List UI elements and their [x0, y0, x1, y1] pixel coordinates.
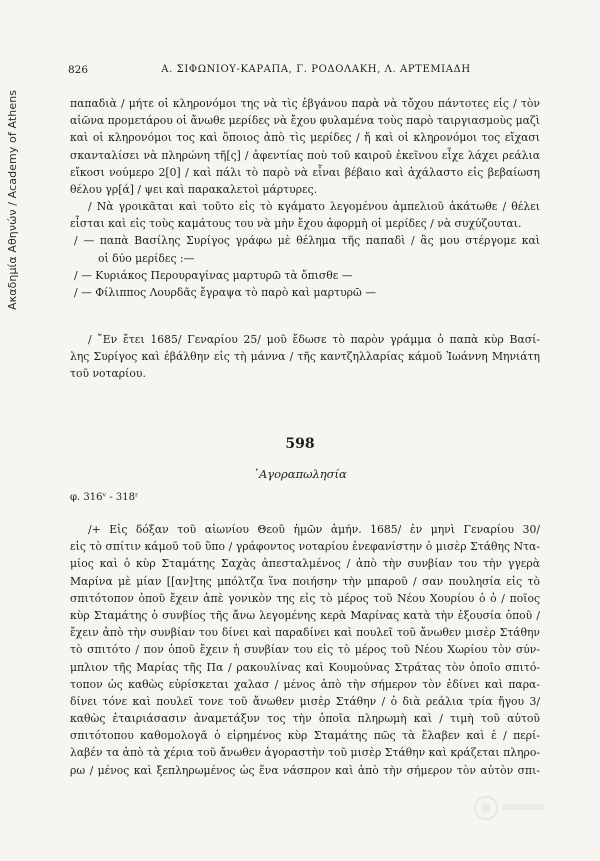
text-line: καθὼς ἐταιριάσασιν ἀναμετάξυν τος τὴν ὁποῖα πληρωμὴ καὶ / τιμὴ τοῦ αὐτοῦ [70, 712, 540, 726]
text-line: / ῎Εν ἔτει 1685/ Γεναρίου 25/ μοῦ ἔδωσε τὸ παρὸν γράμμα ὁ παπὰ κὺρ Βασί- [88, 333, 540, 346]
document-body [70, 521, 540, 779]
sidebar-watermark: Ακαδημία Αθηνών / Academy of Athens [6, 89, 19, 310]
running-title: Α. ΣΙΦΩΝΙΟΥ-ΚΑΡΑΠΑ, Γ. ΡΟΔΟΛΑΚΗ, Λ. ΑΡΤΕΜΙΑΔΗ [161, 64, 471, 75]
text-line: σπιτότοπου καθομολογᾶ ὁ εἰρημένος κὺρ Σταμάτης πῶς τὰ ἔλαβεν καὶ ἐ / περί- [70, 729, 540, 743]
text-line: μίος καὶ ὁ κὺρ Σταμάτης Σαχὰς ἀπεσταλμένος / ἀπὸ τὴν συνβίαν του τὴν γγερὰ [70, 557, 540, 571]
text-line: σπιτότοπον ὁποῦ ἔχειν ἀπὲ γονικὸν της εἰς τὸ μέρος τοῦ Νέου Χουρίου ὁ ὁ / ποῖος [70, 591, 540, 605]
text-line: θέλου γρ[ά] / ψει καὶ παρακαλετοὶ μάρτυρες. [70, 182, 318, 196]
text-line: αἰῶνα προμετάρου οἱ ἄνωθε μερίδες νὰ ἔχου φυλαμένα τοὺς παρὸ ταιργιασμοὺς μαζὶ [70, 114, 540, 128]
text-line: ρω / μένος καὶ ξεπληρωμένος ὡς ἕνα νάσπρον καὶ ἀπὸ τὴν σήμερον τὸν αὐτὸν σπι- [70, 763, 540, 777]
text-line: / Νὰ γροικᾶται καὶ τοῦτο εἰς τὸ κγάματο λεγομένου ἀμπελιοῦ ἀκάτωθε / θέλει [88, 200, 540, 213]
academy-watermark-icon [470, 788, 550, 828]
text-line: εἰς τὸ σπίτιν κάμοῦ τοῦ ὕπο / γράφοντος νοταρίου ἐνεφανίστην ὁ μισὲρ Στάθης Ντα- [70, 540, 540, 554]
text-line: εἶσται καὶ εἰς τοὺς καμάτους του νὰ μὴν ἔχου ἀφορμὴ οἱ μερίδες / νὰ συχύζουται. [70, 217, 522, 231]
folio-reference: φ. 316ᵛ - 318ʳ [70, 492, 139, 503]
prev-doc-paragraph [70, 95, 540, 198]
text-line: τοπον ὡς καθὼς εὑρίσκεται χαλασ / μένος ἀπὸ τὴν σήμερον τὸν ἐδίνει καὶ παρα- [70, 677, 540, 691]
running-header [68, 64, 534, 80]
text-line: παπαδιὰ / μήτε οἱ κληρονόμοι της νὰ τὶς ἐβγάνου παρὰ νὰ τὄχου πάντοτες εἰς / τὸν [70, 97, 540, 110]
text-line: οἱ δύο μερίδες :— [98, 251, 195, 265]
text-line: τοῦ νοταρίου. [70, 367, 146, 381]
text-line: λαβέν τα ἀπὸ τὰ χέρια τοῦ ἄνωθεν ἀγοραστὴν τοῦ μισὲρ Στάθην καὶ κράζεται πληρο- [70, 746, 540, 760]
text-line: καὶ οἱ κληρονόμοι τος καὶ ὅποιος ἀπὸ τὶς μερίδες / ἤ καὶ οἱ κληρονόμοι τος εἴχασι [70, 131, 540, 145]
text-line: / — Κυριάκος Περουραγίνας μαρτυρῶ τὰ ὄπισθε — [74, 268, 353, 282]
text-line: δίνει τόνε καὶ πουλεῖ τονε τοῦ ἄνωθεν μισὲρ Στάθην / ὁ διὰ ρεάλια τρία ἤγου 3/ [70, 694, 540, 708]
prev-doc-notes [70, 198, 540, 301]
text-line: Μαρίνα μὲ μίαν [[αν]της μπόλτζα ἵνα ποιήσην τὴν μπαροῦ / σαν πουλησία εἰς τὸ [70, 574, 540, 588]
document-title: ᾽Αγοραπωλησία [253, 467, 347, 481]
text-line: εἴκοσι νούμερο 2[0] / καὶ πάλι τὸ παρὸ νὰ εἶναι βέβαιο καὶ ἀχάλαστο εἰς βεβαίωση [70, 165, 540, 179]
text-line: σκανταλίσει νὰ πληρώνη τῆ[ς] / ἀφεντίας ποὺ τοῦ καιροῦ ἐκεῖνου εἶχε λάχει ρεάλια [70, 148, 540, 162]
text-line: ἔχειν ἀπὸ τὴν συνβίαν του δίνει καὶ παραδίνει καὶ πουλεῖ τοῦ ἄνωθεν μισὲρ Στάθην [70, 626, 540, 640]
text-line: / — παπὰ Βασίλης Συρίγος γράφω μὲ θέλημα τῆς παπαδὶ / ἂς μου στέργομε καὶ [74, 234, 540, 248]
text-line: μπλιον τῆς Μαρίας τῆς Πα / ρακουλίνας καὶ Κουμούνας Στράτας τὸν ὁποῖο σπιτό- [70, 660, 540, 674]
page-number: 826 [68, 64, 89, 76]
text-line: λης Συρίγος καὶ ἐβάλθην εἰς τὴ μάννα / τῆς καντζηλλαρίας κάμοῦ Ἰωάννη Μηνιάτη [70, 350, 540, 364]
document-number: 598 [285, 436, 315, 452]
text-line: τὸ σπιτότο / πον ὁποῦ ἔχειν ἡ συνβίαν του εἰς τὸ μέρος τοῦ Νέου Χωρίου τὸν σύν- [70, 643, 540, 657]
prev-doc-date [70, 331, 540, 383]
text-line: / — Φίλιππος Λουρδᾶς ἔγραψα τὸ παρὸ καὶ μαρτυρῶ — [74, 285, 377, 299]
text-line: κὺρ Σταμάτης ὁ συνβίος τῆς ἄνω λεγομένης κερὰ Μαρίνας κατὰ τὴν ἐξουσία ὁποῦ / [70, 608, 540, 622]
text-line: /+ Εἰς δόξαν τοῦ αἰωνίου Θεοῦ ἡμῶν ἀμήν. 1685/ ἐν μηνὶ Γεναρίου 30/ [88, 523, 540, 536]
